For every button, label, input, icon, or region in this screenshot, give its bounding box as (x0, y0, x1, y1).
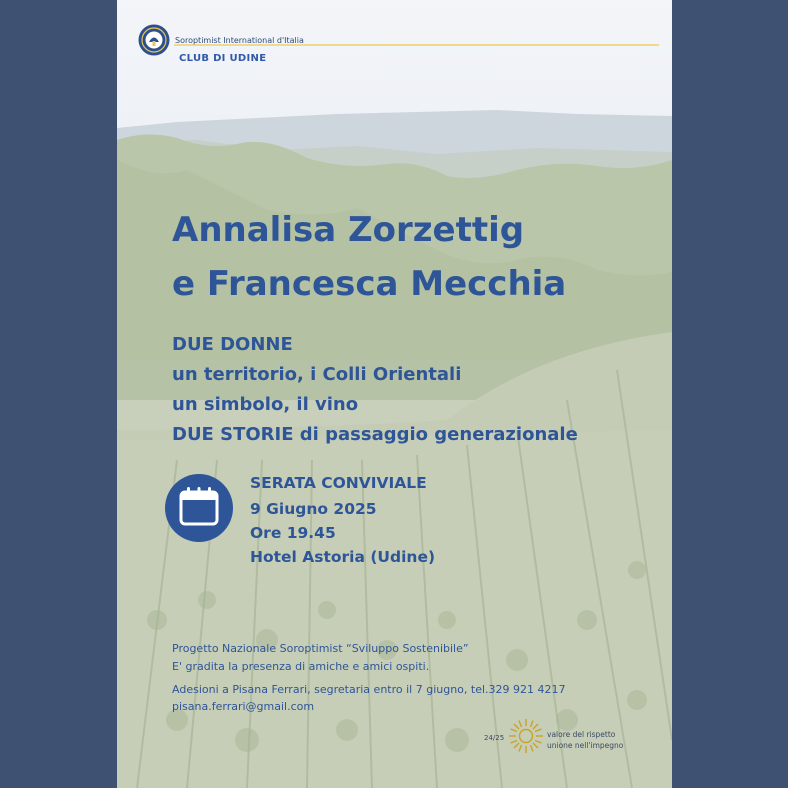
mark-line-1: valore del rispetto (547, 730, 616, 739)
subtitle-line-2: un territorio, i Colli Orientali (172, 364, 462, 385)
subtitle-line-4 (172, 424, 578, 445)
mark-years: 24/25 (484, 734, 505, 742)
subtitle-line-3: un simbolo, il vino (172, 394, 359, 415)
subtitle-line-1: DUE DONNE (172, 334, 293, 355)
calendar-badge (165, 474, 233, 542)
event-place: Hotel Astoria (Udine) (250, 548, 436, 566)
title-line-1: Annalisa Zorzettig (172, 210, 525, 250)
title-line-2: e Francesca Mecchia (172, 264, 567, 304)
footer-guests: E' gradita la presenza di amiche e amici ospiti. (172, 660, 430, 673)
org-name: Soroptimist International d'Italia (175, 36, 304, 45)
event-date: 9 Giugno 2025 (250, 500, 377, 518)
mark-line-2: unione nell'impegno (547, 741, 624, 750)
event-time: Ore 19.45 (250, 524, 336, 542)
footer-rsvp: Adesioni a Pisana Ferrari, segretaria entro il 7 giugno, tel.329 921 4217 (172, 683, 566, 696)
event-type: SERATA CONVIVIALE (250, 474, 427, 492)
soroptimist-logo-icon (138, 24, 170, 56)
club-name: CLUB DI UDINE (179, 53, 267, 64)
event-poster (117, 0, 672, 788)
footer-email: pisana.ferrari@gmail.com (172, 700, 315, 713)
sun-emblem-icon (508, 718, 544, 754)
calendar-icon (165, 474, 233, 542)
subtitle-rest: di passaggio generazionale (293, 424, 578, 445)
footer-project: Progetto Nazionale Soroptimist “Sviluppo Sostenibile” (172, 642, 469, 655)
subtitle-emphasis: DUE STORIE (172, 424, 294, 445)
